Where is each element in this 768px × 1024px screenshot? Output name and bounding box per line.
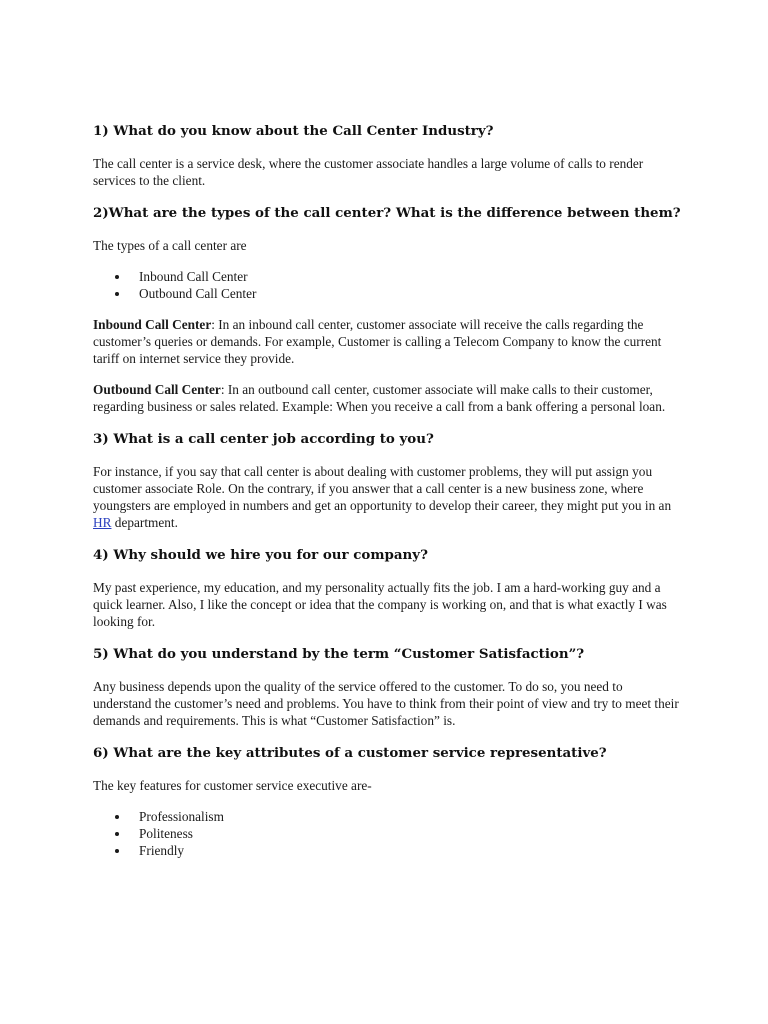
document-content <box>93 121 683 859</box>
question-4-answer: My past experience, my education, and my personality actually fits the job. I am a hard-working guy and a quick learner. Also, I like the concept or idea that the company is working on, and that is what exactly I was looking for. <box>93 580 667 629</box>
question-6-intro: The key features for customer service executive are- <box>93 778 372 793</box>
question-6-heading: 6) What are the key attributes of a customer service representative? <box>93 745 607 761</box>
outbound-label: Outbound Call Center <box>93 382 221 397</box>
question-5-answer: Any business depends upon the quality of the service offered to the customer. To do so, you need to understand the customer’s need and problems. You have to think from their point of view and try to meet their demands and requirements. This is what “Customer Satisfaction” is. <box>93 679 679 728</box>
question-1-answer: The call center is a service desk, where the customer associate handles a large volume of calls to render services to the client. <box>93 156 644 188</box>
key-attributes-list <box>93 808 683 859</box>
list-item: Outbound Call Center <box>93 285 683 302</box>
question-5-heading: 5) What do you understand by the term “Customer Satisfaction”? <box>93 646 585 662</box>
question-2-intro: The types of a call center are <box>93 238 247 253</box>
call-center-types-list <box>93 268 683 302</box>
question-1-heading: 1) What do you know about the Call Center Industry? <box>93 123 494 139</box>
question-2-heading: 2)What are the types of the call center? What is the difference between them? <box>93 205 681 221</box>
bullet-icon <box>115 832 119 836</box>
inbound-definition: Inbound Call Center: In an inbound call center, customer associate will receive the calls regarding the customer’s queries or demands. For example, Customer is calling a Telecom Company to know the current tariff on internet service they provide. <box>93 317 662 366</box>
question-4-heading: 4) Why should we hire you for our company? <box>93 547 428 563</box>
hr-link[interactable]: HR <box>93 515 112 530</box>
inbound-label: Inbound Call Center <box>93 317 212 332</box>
question-3-answer: For instance, if you say that call center is about dealing with customer problems, they will put assign you customer associate Role. On the contrary, if you answer that a call center is a new business zone, where youngsters are employed in numbers and get an opportunity to develop their career, they might put you in an HR department. <box>93 464 672 530</box>
outbound-definition: Outbound Call Center: In an outbound call center, customer associate will make calls to their customer, regarding business or sales related. Example: When you receive a call from a bank offering a personal loan. <box>93 382 666 414</box>
bullet-icon <box>115 292 119 296</box>
list-item: Professionalism <box>93 808 683 825</box>
bullet-icon <box>115 275 119 279</box>
list-item: Friendly <box>93 842 683 859</box>
question-3-heading: 3) What is a call center job according to you? <box>93 431 434 447</box>
list-item: Inbound Call Center <box>93 268 683 285</box>
bullet-icon <box>115 849 119 853</box>
bullet-icon <box>115 815 119 819</box>
list-item: Politeness <box>93 825 683 842</box>
